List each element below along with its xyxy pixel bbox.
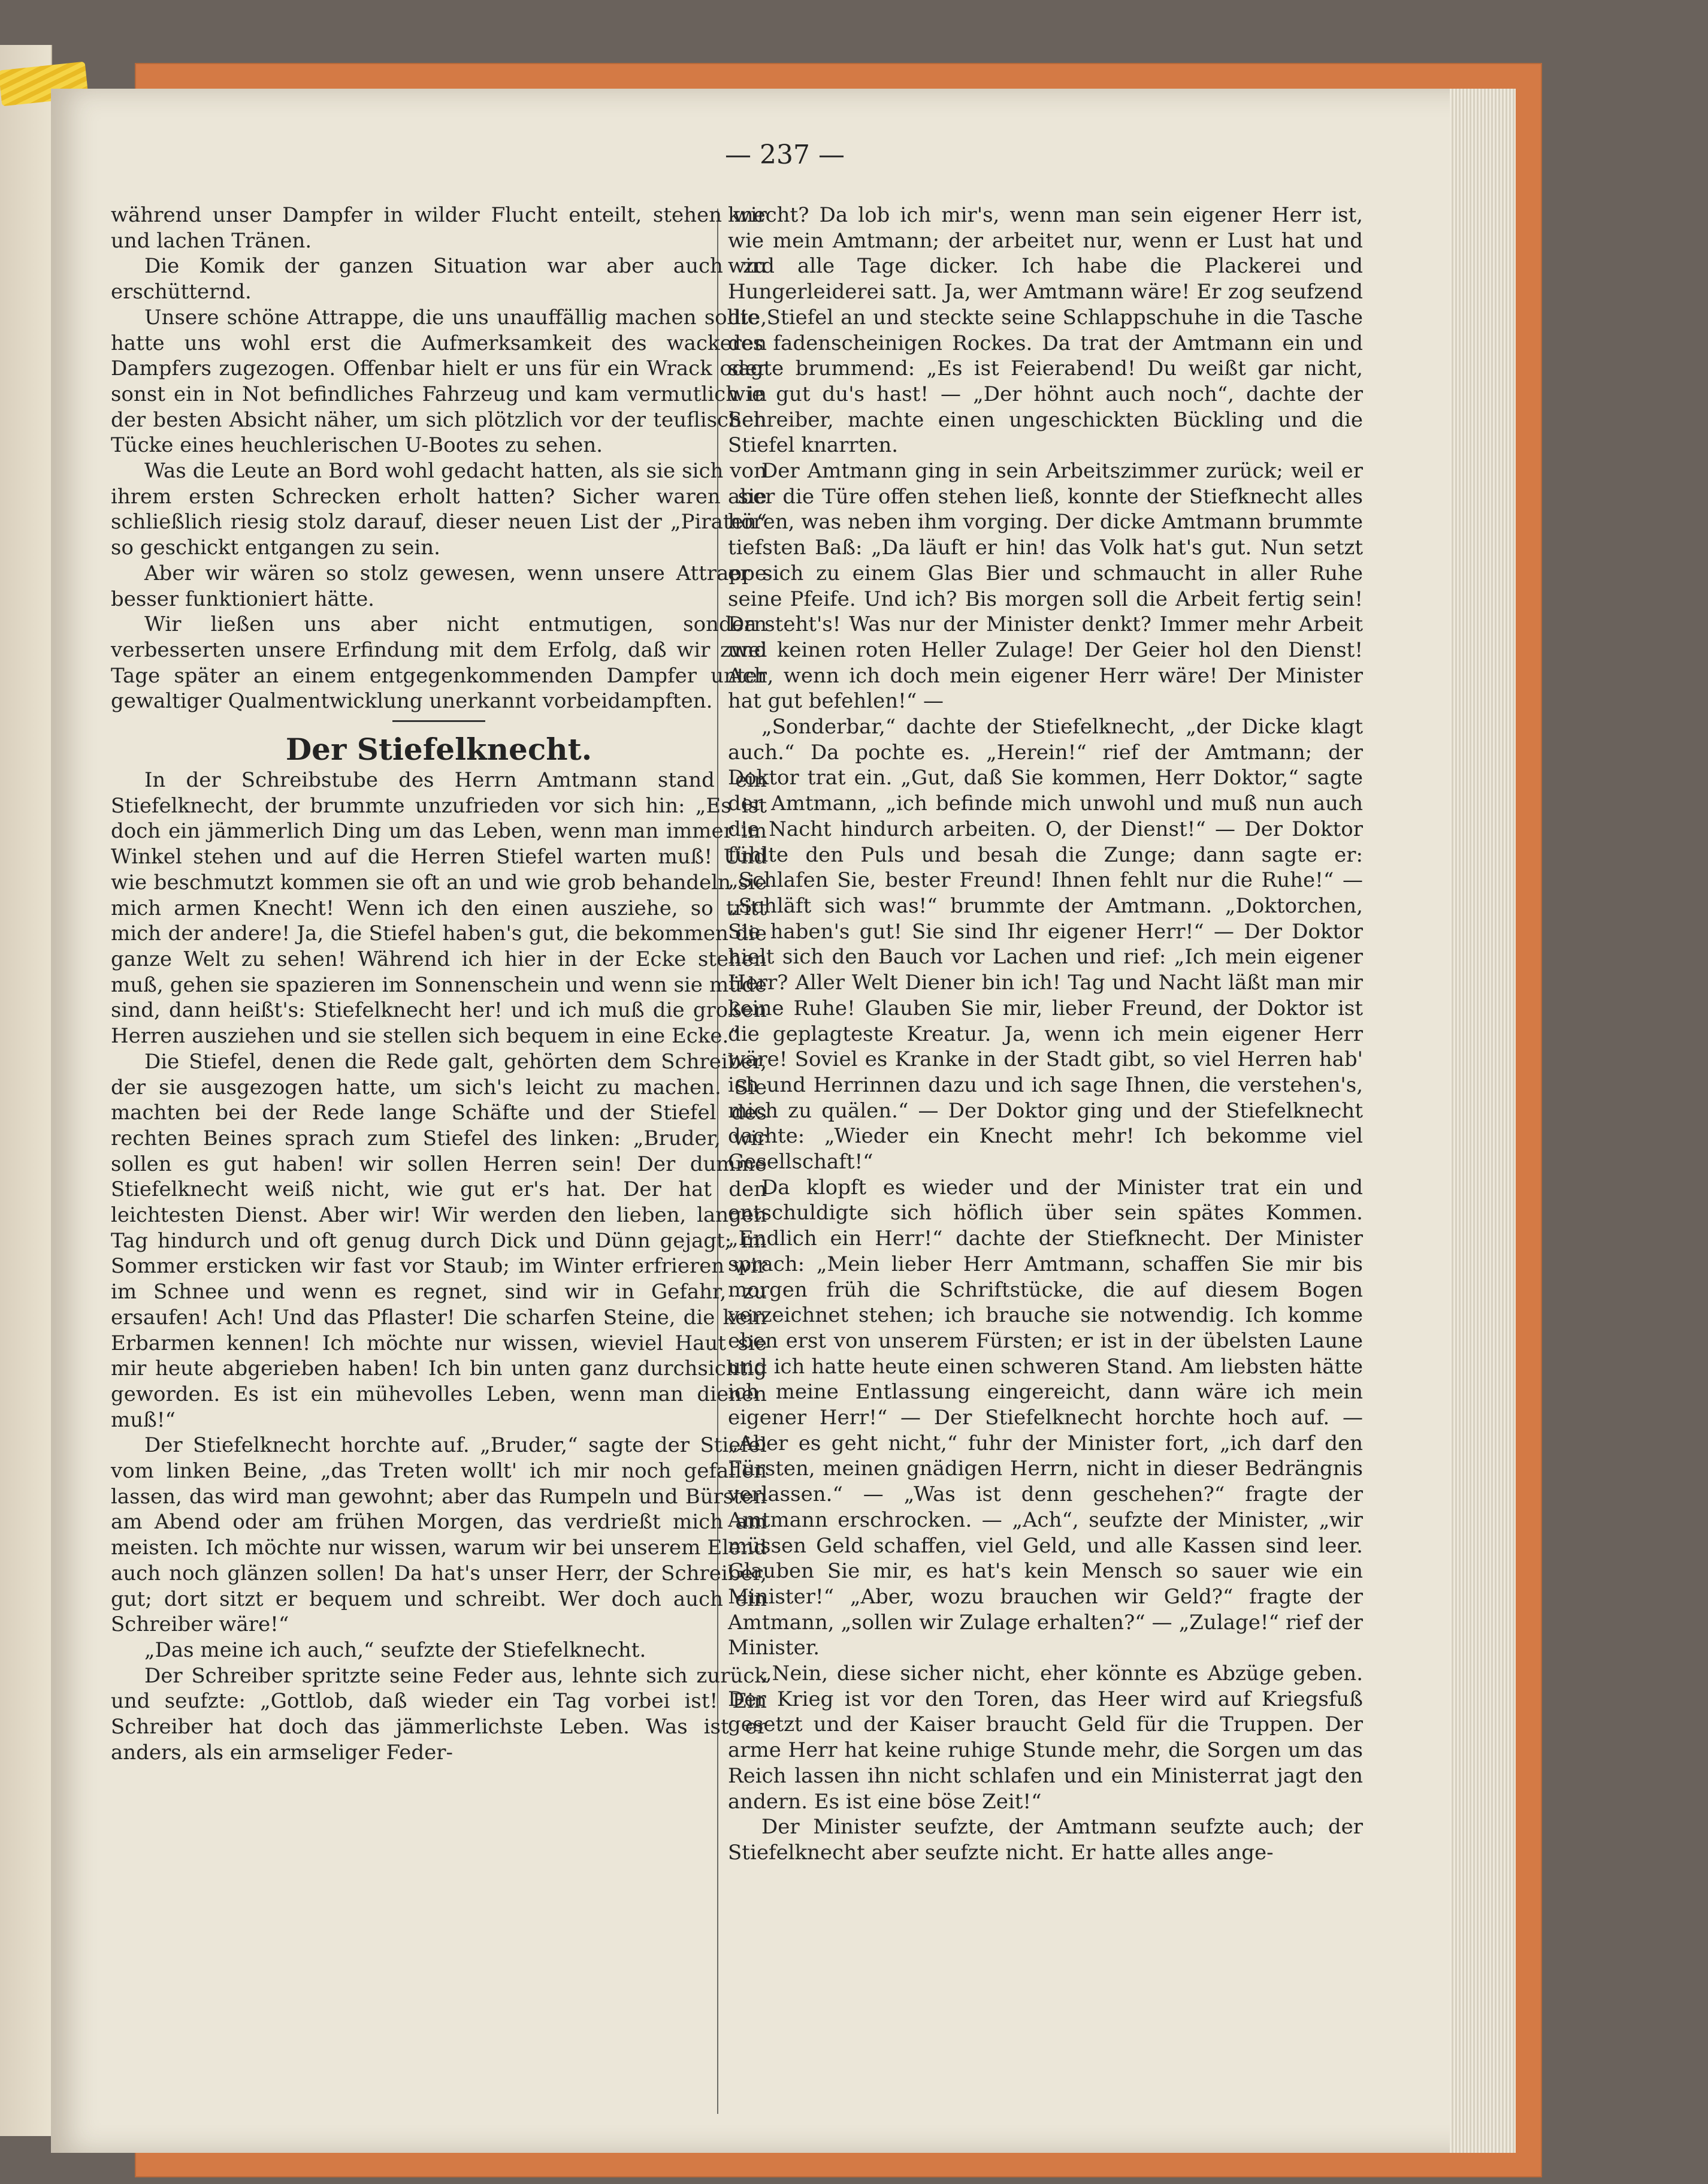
paragraph: Wir ließen uns aber nicht entmutigen, sondern verbesserten unsere Erfindung mit dem Erfolg, daß wir zwei Tage später an einem entgegenkommenden Dampfer unter gewaltiger Qualmentwicklung unerkannt vorbeidampften. [111, 612, 767, 714]
paragraph: Die Stiefel, denen die Rede galt, gehörten dem Schreiber, der sie ausgezogen hatte, um sich's leicht zu machen. Sie machten bei der Rede lange Schäfte und der Stiefel des rechten Beines sprach zum Stiefel des linken: „Bruder, wir sollen es gut haben! wir sollen Herren sein! Der dumme Stiefelknecht weiß nicht, wie gut er's hat. Der hat den leichtesten Dienst. Aber wir! Wir werden den lieben, langen Tag hindurch und oft genug durch Dick und Dünn gejagt; im Sommer ersticken wir fast vor Staub; im Winter erfrieren wir im Schnee und wenn es regnet, sind wir in Gefahr, zu ersaufen! Ach! Und das Pflaster! Die scharfen Steine, die kein Erbarmen kennen! Ich möchte nur wissen, wieviel Haut sie mir heute abgerieben haben! Ich bin unten ganz durchsichtig geworden. Es ist ein mühevolles Leben, wenn man dienen muß!“ [111, 1049, 767, 1432]
paragraph: während unser Dampfer in wilder Flucht enteilt, stehen wir und lachen Tränen. [111, 203, 767, 253]
paragraph: Der Stiefelknecht horchte auf. „Bruder,“ sagte der Stiefel vom linken Beine, „das Treten wollt' ich mir noch gefallen lassen, das wird man gewohnt; aber das Rumpeln und Bürsten am Abend oder am frühen Morgen, das verdrießt mich am meisten. Ich möchte nur wissen, warum wir bei unserem Elend auch noch glänzen sollen! Da hat's unser Herr, der Schreiber, gut; dort sitzt er bequem und schreibt. Wer doch auch ein Schreiber wäre!“ [111, 1433, 767, 1637]
book-page [51, 89, 1474, 2153]
page-number: — 237 — [725, 140, 845, 170]
paragraph: „Das meine ich auch,“ seufzte der Stiefelknecht. [144, 1638, 646, 1662]
facing-page-edge [0, 45, 52, 2136]
paragraph: Was die Leute an Bord wohl gedacht hatten, als sie sich von ihrem ersten Schrecken erholt hatten? Sicher waren sie schließlich riesig stolz darauf, dieser neuen List der „Piraten“ so geschickt entgangen zu sein. [111, 459, 767, 560]
right-column [728, 203, 1363, 1866]
page-block-edges [1450, 89, 1516, 2153]
paragraph: In der Schreibstube des Herrn Amtmann stand ein Stiefelknecht, der brummte unzufrieden vor sich hin: „Es ist doch ein jämmerlich Ding um das Leben, wenn man immer im Winkel stehen und auf die Herren Stiefel warten muß! Und wie beschmutzt kommen sie oft an und wie grob behandeln sie mich armen Knecht! Wenn ich den einen ausziehe, so tritt mich der andere! Ja, die Stiefel haben's gut, die bekommen die ganze Welt zu sehen! Während ich hier in der Ecke stehen muß, gehen sie spazieren im Sonnenschein und wenn sie müde sind, dann heißt's: Stiefelknecht her! und ich muß die großen Herren ausziehen und sie stellen sich bequem in eine Ecke.“ [111, 768, 767, 1049]
paragraph: Da klopft es wieder und der Minister trat ein und entschuldigte sich höflich über sein spätes Kommen. „Endlich ein Herr!“ dachte der Stiefknecht. Der Minister sprach: „Mein lieber Herr Amtmann, schaffen Sie mir bis morgen früh die Schriftstücke, die auf diesem Bogen verzeichnet stehen; ich brauche sie notwendig. Ich komme eben erst von unserem Fürsten; er ist in der übelsten Laune und ich hatte heute einen schweren Stand. Am liebsten hätte ich meine Entlassung eingereicht, dann wäre ich mein eigener Herr!“ — Der Stiefelknecht horchte hoch auf. — „Aber es geht nicht,“ fuhr der Minister fort, „ich darf den Fürsten, meinen gnädigen Herrn, nicht in dieser Bedrängnis verlassen.“ — „Was ist denn geschehen?“ fragte der Amtmann erschrocken. — „Ach“, seufzte der Minister, „wir müssen Geld schaffen, viel Geld, und alle Kassen sind leer. Glauben Sie mir, es hat's kein Mensch so sauer wie ein Minister!“ „Aber, wozu brauchen wir Geld?“ fragte der Amtmann, „sollen wir Zulage erhalten?“ — „Zulage!“ rief der Minister. [728, 1175, 1363, 1660]
paragraph: „Nein, diese sicher nicht, eher könnte es Abzüge geben. Der Krieg ist vor den Toren, das Heer wird auf Kriegsfuß gesetzt und der Kaiser braucht Geld für die Truppen. Der arme Herr hat keine ruhige Stunde mehr, die Sorgen um das Reich lassen ihn nicht schlafen und ein Ministerrat jagt den andern. Es ist eine böse Zeit!“ [728, 1662, 1363, 1814]
paragraph: Der Minister seufzte, der Amtmann seufzte auch; der Stiefelknecht aber seufzte nicht. Er hatte alles ange- [728, 1815, 1363, 1865]
paragraph: Der Schreiber spritzte seine Feder aus, lehnte sich zurück und seufzte: „Gottlob, daß wieder ein Tag vorbei ist! Ein Schreiber hat doch das jämmerlichste Leben. Was ist er anders, als ein armseliger Feder- [111, 1663, 767, 1765]
paragraph: Unsere schöne Attrappe, die uns unauffällig machen sollte, hatte uns wohl erst die Aufmerksamkeit des wackeren Dampfers zugezogen. Offenbar hielt er uns für ein Wrack oder sonst ein in Not befindliches Fahrzeug und kam vermutlich in der besten Absicht näher, um sich plötzlich vor der teuflischen Tücke eines heuchlerischen U-Bootes zu sehen. [111, 305, 767, 458]
paragraph: Die Komik der ganzen Situation war aber auch zu erschütternd. [111, 254, 767, 304]
story-heading: Der Stiefelknecht. [285, 732, 592, 768]
left-column [111, 203, 767, 1765]
section-separator [392, 720, 485, 722]
paragraph: Der Amtmann ging in sein Arbeitszimmer zurück; weil er aber die Türe offen stehen ließ, konnte der Stiefknecht alles hören, was neben ihm vorging. Der dicke Amtmann brummte tiefsten Baß: „Da läuft er hin! das Volk hat's gut. Nun setzt er sich zu einem Glas Bier und schmaucht in aller Ruhe seine Pfeife. Und ich? Bis morgen soll die Arbeit fertig sein! Da steht's! Was nur der Minister denkt? Immer mehr Arbeit und keinen roten Heller Zulage! Der Geier hol den Dienst! Ach, wenn ich doch mein eigener Herr wäre! Der Minister hat gut befehlen!“ — [728, 459, 1363, 714]
paragraph: „Sonderbar,“ dachte der Stiefelknecht, „der Dicke klagt auch.“ Da pochte es. „Herein!“ rief der Amtmann; der Doktor trat ein. „Gut, daß Sie kommen, Herr Doktor,“ sagte der Amtmann, „ich befinde mich unwohl und muß nun auch die Nacht hindurch arbeiten. O, der Dienst!“ — Der Doktor fühlte den Puls und besah die Zunge; dann sagte er: „Schlafen Sie, bester Freund! Ihnen fehlt nur die Ruhe!“ — „Schläft sich was!“ brummte der Amtmann. „Doktorchen, Sie haben's gut! Sie sind Ihr eigener Herr!“ — Der Doktor hielt sich den Bauch vor Lachen und rief: „Ich mein eigener Herr? Aller Welt Diener bin ich! Tag und Nacht läßt man mir keine Ruhe! Glauben Sie mir, lieber Freund, der Doktor ist die geplagteste Kreatur. Ja, wenn ich mein eigener Herr wäre! Soviel es Kranke in der Stadt gibt, so viel Herren hab' ich und Herrinnen dazu und ich sage Ihnen, die verstehen's, mich zu quälen.“ — Der Doktor ging und der Stiefelknecht dachte: „Wieder ein Knecht mehr! Ich bekomme viel Gesellschaft!“ [728, 715, 1363, 1174]
paragraph: Aber wir wären so stolz gewesen, wenn unsere Attrappe besser funktioniert hätte. [111, 561, 767, 611]
paragraph: knecht? Da lob ich mir's, wenn man sein eigener Herr ist, wie mein Amtmann; der arbeitet nur, wenn er Lust hat und wird alle Tage dicker. Ich habe die Plackerei und Hungerleiderei satt. Ja, wer Amtmann wäre! Er zog seufzend die Stiefel an und steckte seine Schlappschuhe in die Tasche des fadenscheinigen Rockes. Da trat der Amtmann ein und sagte brummend: „Es ist Feierabend! Du weißt gar nicht, wie gut du's hast! — „Der höhnt auch noch“, dachte der Schreiber, machte einen ungeschickten Bückling und die Stiefel knarrten. [728, 203, 1363, 458]
